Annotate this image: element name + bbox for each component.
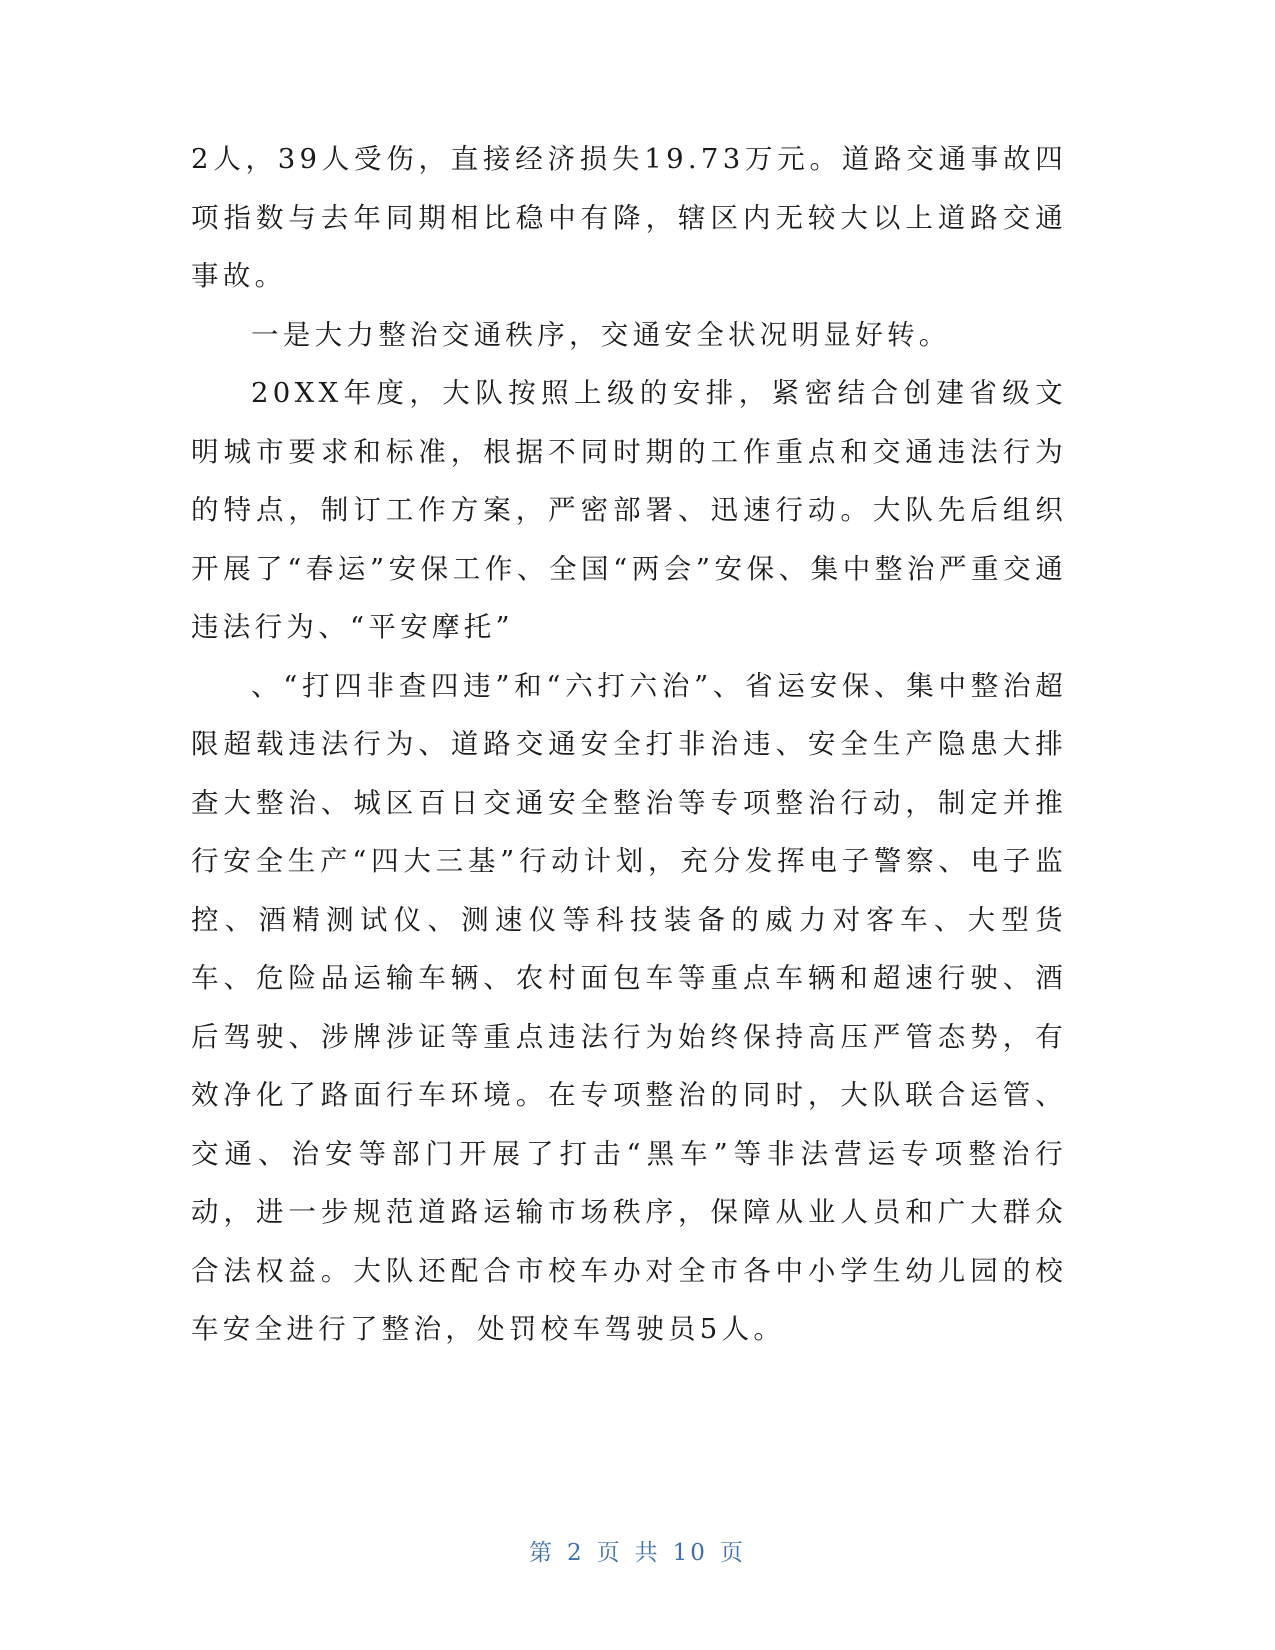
footer-prefix: 第 (529, 1540, 556, 1566)
footer-current-page: 2 (567, 1540, 585, 1566)
footer-suffix: 页 (719, 1540, 746, 1566)
document-body (191, 130, 1067, 1359)
paragraph-special-campaigns: 、“打四非查四违”和“六打六治”、省运安保、集中整治超限超载违法行为、道路交通安全打非治违、安全生产隐患大排查大整治、城区百日交通安全整治等专项整治行动，制定并推行安全生产“四大三基”行动计划，充分发挥电子警察、电子监控、酒精测试仪、测速仪等科技装备的威力对客车、大型货车、危险品运输车辆、农村面包车等重点车辆和超速行驶、酒后驾驶、涉牌涉证等重点违法行为始终保持高压严管态势，有效净化了路面行车环境。在专项整治的同时，大队联合运管、交通、治安等部门开展了打击“黑车”等非法营运专项整治行动，进一步规范道路运输市场秩序，保障从业人员和广大群众合法权益。大队还配合市校车办对全市各中小学生幼儿园的校车安全进行了整治，处罚校车驾驶员5人。 (191, 669, 1067, 1345)
page-footer (0, 1534, 1275, 1567)
paragraph-accident-stats: 2人，39人受伤，直接经济损失19.73万元。道路交通事故四项指数与去年同期相比稳中有降，辖区内无较大以上道路交通事故。 (191, 143, 1067, 292)
paragraph-heading-one: 一是大力整治交通秩序，交通安全状况明显好转。 (251, 318, 951, 351)
footer-total-pages: 10 (672, 1540, 708, 1566)
footer-page-word: 页 (596, 1540, 623, 1566)
footer-total-word: 共 (634, 1540, 661, 1566)
paragraph-annual-work: 20XX年度，大队按照上级的安排，紧密结合创建省级文明城市要求和标准，根据不同时期的工作重点和交通违法行为的特点，制订工作方案，严密部署、迅速行动。大队先后组织开展了“春运”安保工作、全国“两会”安保、集中整治严重交通违法行为、“平安摩托” (191, 377, 1067, 643)
